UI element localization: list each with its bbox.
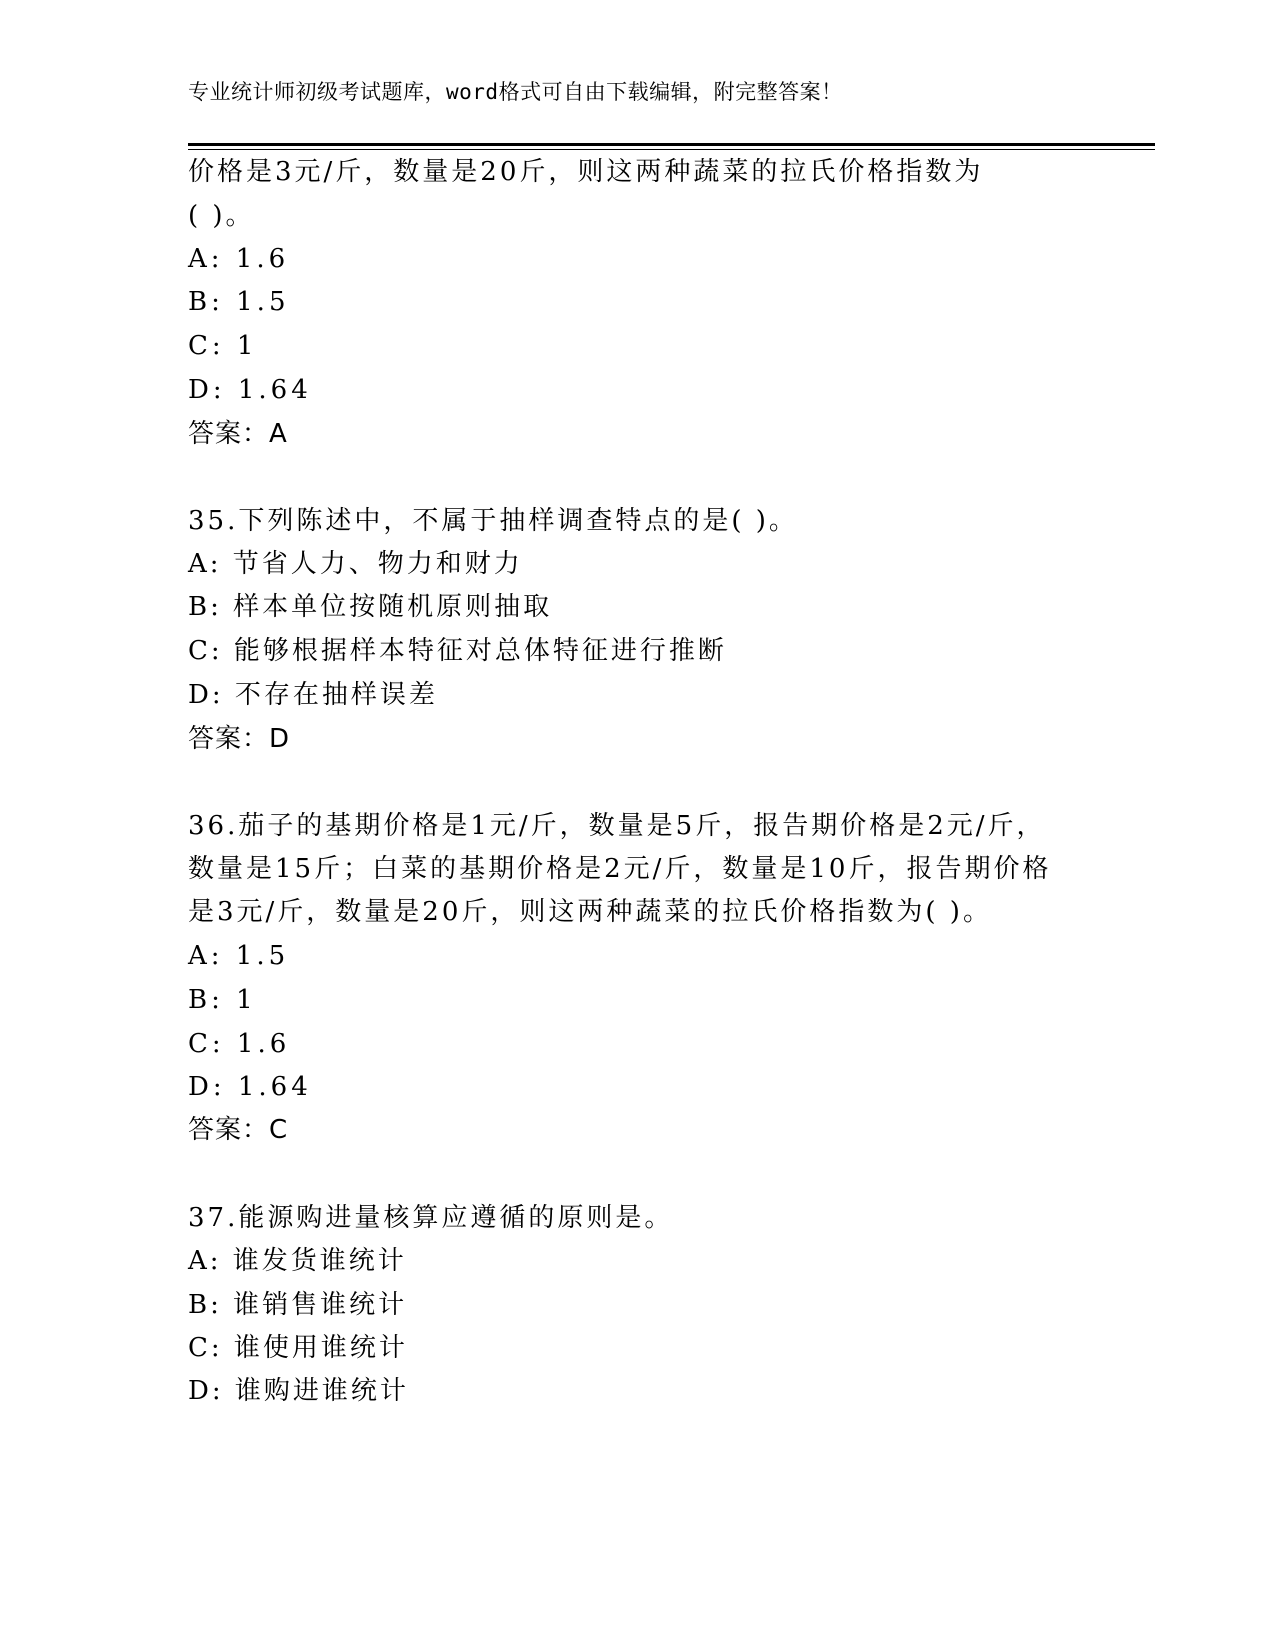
option-a: A: 节省人力、物力和财力 (188, 549, 523, 579)
option-c: C: 能够根据样本特征对总体特征进行推断 (188, 636, 727, 666)
header-rule-thin (188, 149, 1155, 150)
option-c: C: 1 (188, 331, 258, 361)
header-rule-thick (188, 143, 1155, 146)
option-b: B: 谁销售谁统计 (188, 1290, 408, 1320)
answer-line: 答案：A (188, 419, 288, 449)
page-header: 专业统计师初级考试题库，word格式可自由下载编辑，附完整答案！ (188, 80, 843, 104)
question-text-line: 37.能源购进量核算应遵循的原则是。 (188, 1203, 674, 1233)
option-a: A: 1.5 (188, 941, 290, 971)
answer-line: 答案：C (188, 1115, 289, 1145)
option-a: A: 1.6 (188, 244, 290, 274)
option-c: C: 谁使用谁统计 (188, 1333, 408, 1363)
option-a: A: 谁发货谁统计 (188, 1246, 407, 1276)
question-text-line: 36.茄子的基期价格是1元/斤，数量是5斤，报告期价格是2元/斤， (188, 811, 1046, 841)
option-d: D: 1.64 (188, 375, 312, 405)
option-b: B: 1.5 (188, 287, 290, 317)
option-b: B: 1 (188, 985, 257, 1015)
question-text-line: 数量是15斤；白菜的基期价格是2元/斤，数量是10斤，报告期价格 (188, 854, 1052, 884)
question-text-line: 价格是3元/斤，数量是20斤，则这两种蔬菜的拉氏价格指数为 (188, 157, 984, 187)
option-d: D: 不存在抽样误差 (188, 680, 438, 710)
answer-line: 答案：D (188, 724, 291, 754)
question-text-line: 是3元/斤，数量是20斤，则这两种蔬菜的拉氏价格指数为( )。 (188, 897, 992, 927)
question-text-line: 35.下列陈述中，不属于抽样调查特点的是( )。 (188, 506, 798, 536)
option-d: D: 谁购进谁统计 (188, 1376, 409, 1406)
option-d: D: 1.64 (188, 1072, 312, 1102)
question-text-line: ( )。 (188, 201, 255, 231)
option-b: B: 样本单位按随机原则抽取 (188, 592, 553, 622)
option-c: C: 1.6 (188, 1029, 291, 1059)
